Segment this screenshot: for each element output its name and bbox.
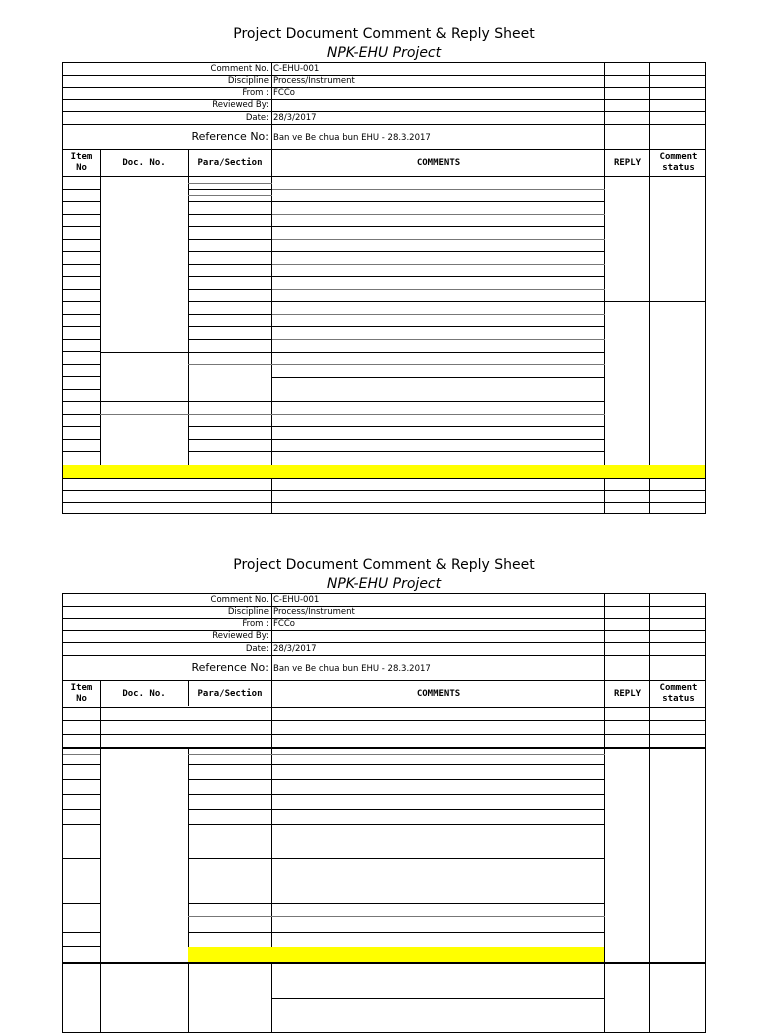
reference-value: Ban ve Be chua bun EHU - 28.3.2017: [273, 133, 431, 143]
row-date: [63, 111, 705, 125]
vline-para: [271, 680, 272, 1033]
from-value: FCCo: [273, 619, 295, 629]
reference-label: Reference No:: [191, 661, 269, 674]
comment-no-value: C-EHU-001: [273, 64, 320, 74]
sheet-1-project-name: NPK-EHU Project: [326, 45, 442, 61]
from-label: From :: [242, 619, 269, 629]
date-value: 28/3/2017: [273, 113, 317, 123]
discipline-label: Discipline: [227, 607, 269, 617]
col-header-item-no: Item No: [70, 152, 93, 173]
col-header-doc-no: Doc. No.: [122, 689, 166, 699]
vline-item: [100, 680, 101, 1033]
vline-doc: [188, 149, 189, 465]
col-header-comments: COMMENTS: [416, 689, 461, 699]
highlight-row: [63, 465, 705, 478]
sheet-1-table: [62, 62, 706, 514]
reviewed-by-label: Reviewed By:: [212, 100, 269, 110]
date-value: 28/3/2017: [273, 644, 317, 654]
comment-no-value: C-EHU-001: [273, 595, 320, 605]
date-label: Date:: [245, 644, 269, 654]
col-header-comment-status: Comment status: [659, 152, 698, 173]
vline-comments: [604, 594, 605, 1033]
vline-doc: [188, 680, 189, 706]
reference-value: Ban ve Be chua bun EHU - 28.3.2017: [273, 664, 431, 674]
date-label: Date:: [245, 113, 269, 123]
discipline-label: Discipline: [227, 76, 269, 86]
reviewed-by-label: Reviewed By:: [212, 631, 269, 641]
sheet-2-project-name: NPK-EHU Project: [326, 576, 442, 592]
vline-reply: [649, 63, 650, 514]
vline-para: [271, 149, 272, 514]
col-header-reply: REPLY: [613, 689, 642, 699]
reference-label: Reference No:: [191, 130, 269, 143]
col-header-para-section: Para/Section: [197, 158, 263, 168]
from-value: FCCo: [273, 88, 295, 98]
vline-field-label: [271, 594, 272, 680]
row-date: [63, 642, 705, 656]
col-header-doc-no: Doc. No.: [122, 158, 166, 168]
col-header-reply: REPLY: [613, 158, 642, 168]
sheet-2-title: Project Document Comment & Reply Sheet: [233, 557, 535, 573]
discipline-value: Process/Instrument: [273, 607, 355, 617]
col-header-para-section: Para/Section: [197, 689, 263, 699]
comment-no-label: Comment No.: [210, 64, 269, 74]
sheet-2-table: [62, 593, 706, 1033]
col-header-item-no: Item No: [70, 683, 93, 704]
col-header-comments: COMMENTS: [416, 158, 461, 168]
sheet-1-title: Project Document Comment & Reply Sheet: [233, 26, 535, 42]
vline-doc-lower: [188, 748, 189, 1033]
vline-item: [100, 149, 101, 465]
col-header-comment-status: Comment status: [659, 683, 698, 704]
vline-reply: [649, 594, 650, 1033]
highlight-cell: [188, 947, 604, 962]
from-label: From :: [242, 88, 269, 98]
discipline-value: Process/Instrument: [273, 76, 355, 86]
vline-field-label: [271, 63, 272, 149]
comment-no-label: Comment No.: [210, 595, 269, 605]
